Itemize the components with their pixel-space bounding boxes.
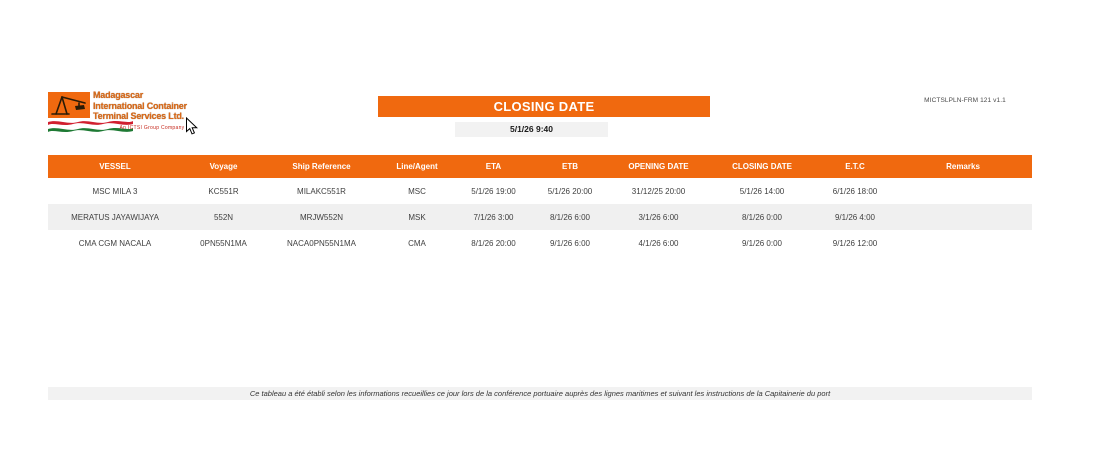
mouse-cursor-icon [185,117,198,136]
table-cell: 9/1/26 4:00 [816,204,894,230]
column-header: VESSEL [48,155,182,178]
table-row [48,178,1032,204]
crane-logo-mark [48,92,90,118]
table-cell: 552N [182,204,265,230]
table-cell: 8/1/26 6:00 [531,204,609,230]
table-row [48,230,1032,256]
table-cell: 6/1/26 18:00 [832,186,878,196]
column-header: Voyage [182,155,265,178]
column-header: Remarks [894,155,1032,178]
table-row [48,204,1032,230]
table-cell [894,178,1032,204]
vessels-table [48,155,1032,256]
footer-note: Ce tableau a été établi selon les informations recueillies ce jour lors de la conférence portuaire auprès des lignes maritimes et suivant les instructions de la Capitainerie du port [48,387,1032,400]
column-header: ETB [531,155,609,178]
table-cell: MRJW552N [265,204,378,230]
table-cell: 3/1/26 6:00 [609,204,708,230]
table-cell: 7/1/26 3:00 [456,204,531,230]
table-cell: 9/1/26 6:00 [549,238,591,248]
column-header: OPENING DATE [609,155,708,178]
table-cell: 9/1/26 0:00 [741,238,783,248]
table-cell: 5/1/26 19:00 [471,186,516,196]
table-cell: NACA0PN55N1MA [287,238,356,248]
column-header: Line/Agent [378,155,456,178]
report-timestamp: 5/1/26 9:40 [455,122,608,137]
table-cell: MSK [378,204,456,230]
table-cell: MSC [408,186,426,196]
table-cell: 5/1/26 20:00 [547,186,593,196]
page-title: CLOSING DATE [378,96,710,117]
column-header: ETA [456,155,531,178]
table-header-row [48,155,1032,178]
table-cell: MILAKC551R [297,186,346,196]
table-cell: 31/12/25 20:00 [631,186,686,196]
port-crane-icon [48,92,90,118]
table-cell: KC551R [208,186,239,196]
table-cell: CMA CGM NACALA [78,238,152,248]
column-header: E.T.C [816,155,894,178]
logo-line-1: Madagascar [93,90,144,100]
column-header: Ship Reference [265,155,378,178]
table-cell: 5/1/26 14:00 [739,186,785,196]
table-cell [894,204,1032,230]
table-cell: 8/1/26 20:00 [471,238,516,248]
form-reference: MICTSLPLN-FRM 121 v1.1 [924,97,1006,104]
logo-line-3: Terminal Services Ltd. [93,111,184,121]
table-cell: MSC MILA 3 [92,186,138,196]
table-cell: 8/1/26 0:00 [708,204,816,230]
table-cell [894,230,1032,256]
column-header: CLOSING DATE [708,155,816,178]
table-cell: MERATUS JAYAWIJAYA [48,204,182,230]
logo-subtitle: An ICTSI Group Company [119,125,185,131]
logo-line-2: International Container [93,100,187,111]
table-cell: 0PN55N1MA [200,238,247,248]
table-cell: CMA [408,238,426,248]
table-cell: 9/1/26 12:00 [832,238,878,248]
table-cell: 4/1/26 6:00 [638,238,679,248]
